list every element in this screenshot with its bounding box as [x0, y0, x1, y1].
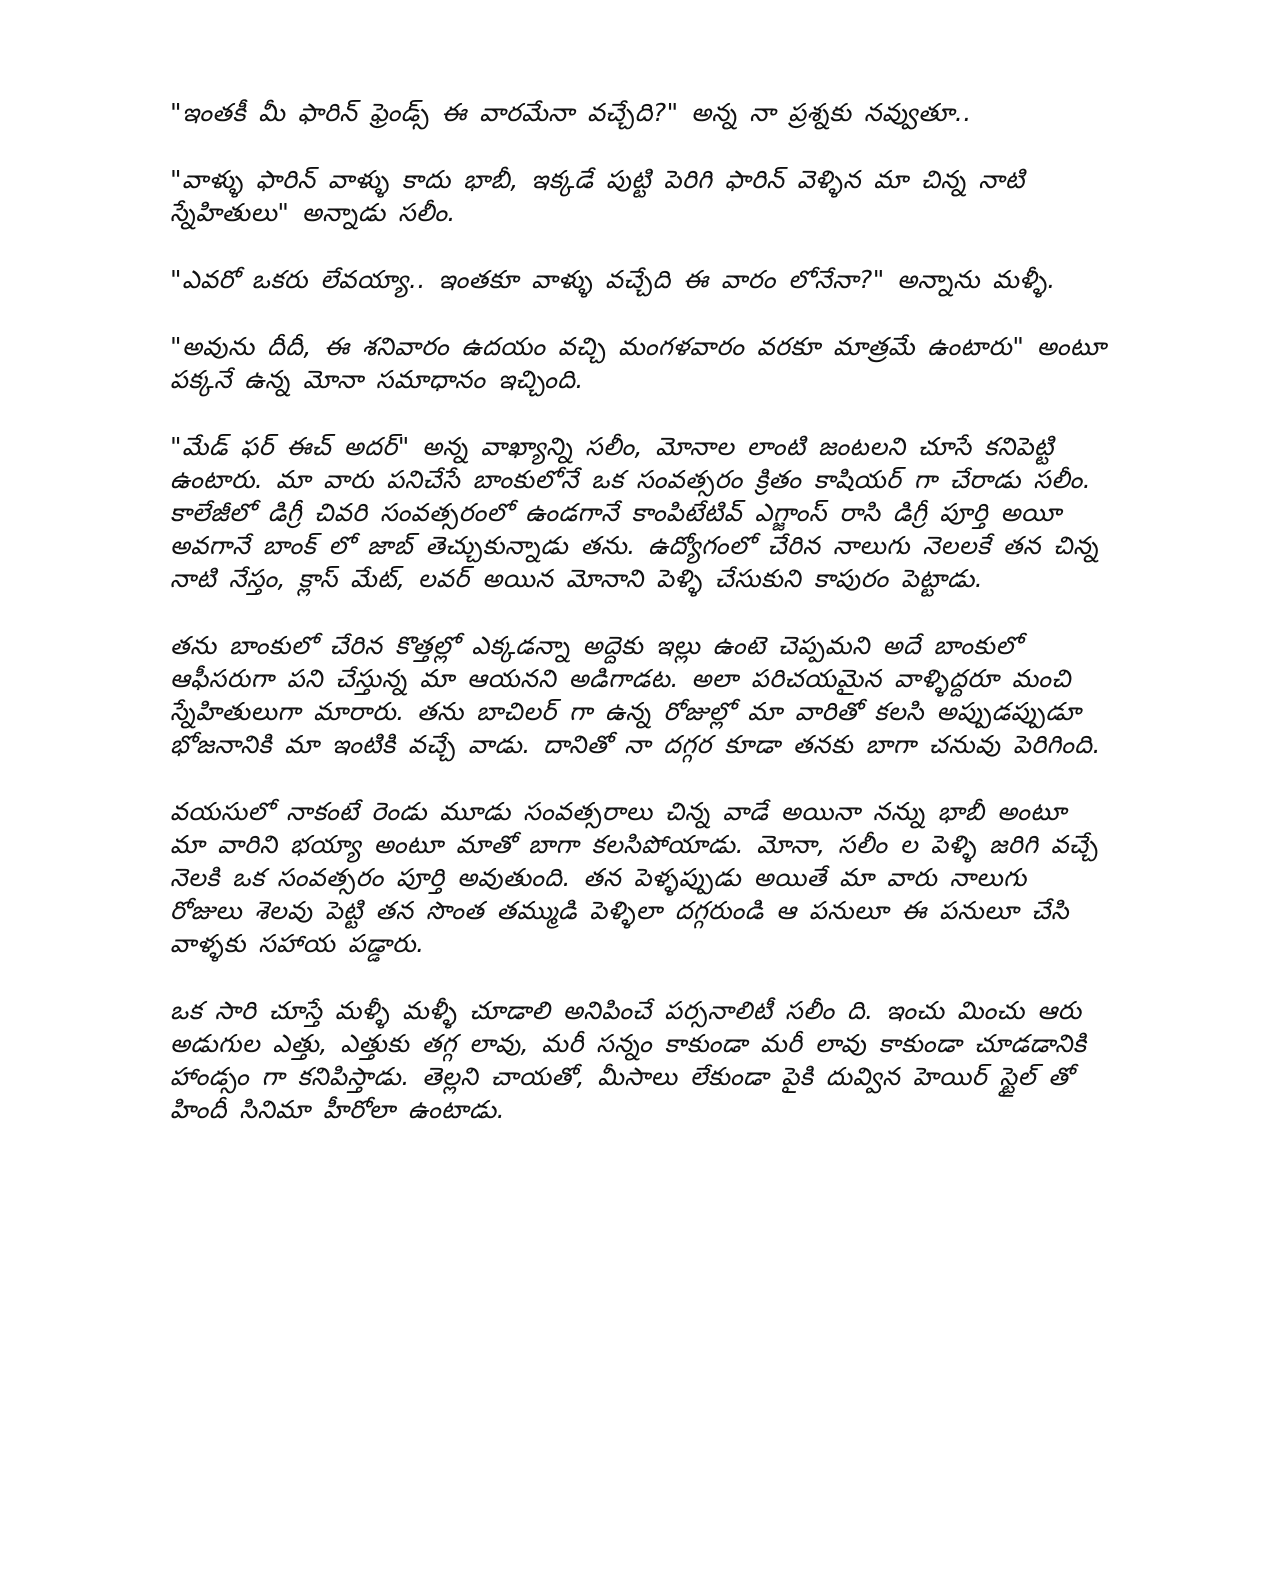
- paragraph-2: "వాళ్ళు ఫారిన్ వాళ్ళు కాదు భాబీ, ఇక్కడే పుట్టి పెరిగి ఫారిన్ వెళ్ళిన మా చిన్న నాటి స్నేహితులు" అన్నాడు సలీం.: [170, 165, 1025, 227]
- paragraph-8: ఒక సారి చూస్తే మళ్ళీ మళ్ళీ చూడాలి అనిపించే పర్సనాలిటీ సలీం ది. ఇంచు మించు ఆరు అడుగుల ఎత్తు, ఎత్తుకు తగ్గ లావు, మరీ సన్నం కాకుండా మరీ లావు కాకుండా చూడడానికి హాండ్సం గా కనిపిస్తాడు. తెల్లని చాయతో, మీసాలు లేకుండా పైకి దువ్విన హెయిర్ స్టైల్ తో హిందీ సినిమా హీరోలా ఉంటాడు.: [170, 996, 1087, 1124]
- paragraph-3: "ఎవరో ఒకరు లేవయ్యా.. ఇంతకూ వాళ్ళు వచ్చేది ఈ వారం లోనేనా?" అన్నాను మళ్ళీ.: [170, 265, 1056, 294]
- paragraph-6: తను బాంకులో చేరిన కొత్తల్లో ఎక్కడన్నా అద్దెకు ఇల్లు ఉంటె చెప్పమని అదే బాంకులో ఆఫీసరుగా పని చేస్తున్న మా ఆయనని అడిగాడట. అలా పరిచయమైన వాళ్ళిద్దరూ మంచి స్నేహితులుగా మారారు. తను బాచిలర్ గా ఉన్న రోజుల్లో మా వారితో కలసి అప్పుడప్పుడూ భోజనానికి మా ఇంటికి వచ్చే వాడు. దానితో నా దగ్గర కూడా తనకు బాగా చనువు పెరిగింది.: [170, 631, 1101, 759]
- document-body: [170, 96, 1110, 1126]
- paragraph-7: వయసులో నాకంటే రెండు మూడు సంవత్సరాలు చిన్న వాడే అయినా నన్ను భాబీ అంటూ మా వారిని భయ్యా అంటూ మాతో బాగా కలసిపోయాడు. మోనా, సలీం ల పెళ్ళి జరిగి వచ్చే నెలకి ఒక సంవత్సరం పూర్తి అవుతుంది. తన పెళ్ళప్పుడు అయితే మా వారు నాలుగు రోజులు శెలవు పెట్టి తన సొంత తమ్ముడి పెళ్ళిలా దగ్గరుండి ఆ పనులూ ఈ పనులూ చేసి వాళ్ళకు సహాయ పడ్డారు.: [170, 797, 1099, 958]
- paragraph-1: "ఇంతకీ మీ ఫారిన్ ఫ్రెండ్స్ ఈ వారమేనా వచ్చేది?" అన్న నా ప్రశ్నకు నవ్వుతూ..: [170, 98, 972, 127]
- paragraph-5: "మేడ్ ఫర్ ఈచ్ అదర్" అన్న వాఖ్యాన్ని సలీం, మోనాల లాంటి జంటలని చూసే కనిపెట్టి ఉంటారు. మా వారు పనిచేసే బాంకులోనే ఒక సంవత్సరం క్రితం కాషియర్ గా చేరాడు సలీం. కాలేజీలో డిగ్రీ చివరి సంవత్సరంలో ఉండగానే కాంపిటేటివ్ ఎగ్జాంస్ రాసి డిగ్రీ పూర్తి అయీ అవగానే బాంక్ లో జాబ్ తెచ్చుకున్నాడు తను. ఉద్యోగంలో చేరిన నాలుగు నెలలకే తన చిన్న నాటి నేస్తం, క్లాస్ మేట్, లవర్ అయిన మోనాని పెళ్ళి చేసుకుని కాపురం పెట్టాడు.: [170, 432, 1099, 593]
- paragraph-4: "అవును దీదీ, ఈ శనివారం ఉదయం వచ్చి మంగళవారం వరకూ మాత్రమే ఉంటారు" అంటూ పక్కనే ఉన్న మోనా సమాధానం ఇచ్చింది.: [170, 332, 1107, 394]
